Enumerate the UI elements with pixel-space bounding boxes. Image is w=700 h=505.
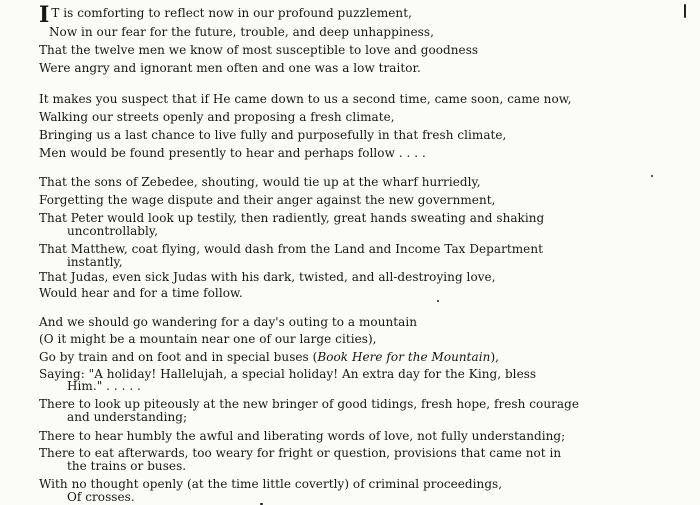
- poem-line: Saying: "A holiday! Hallelujah, a special holiday! An extra day for the King, bless: [39, 367, 537, 381]
- poem-line-text: Go by train and on foot and in special buses (: [39, 350, 318, 364]
- poem-line-italic: Book Here for the Mountain: [317, 350, 491, 364]
- poem-line: There to eat afterwards, too weary for fright or question, provisions that came not in: [39, 446, 562, 460]
- poem-line: There to look up piteously at the new bringer of good tidings, fresh hope, fresh courage: [39, 397, 579, 411]
- poem-line: [39, 350, 499, 364]
- poem-line: That Matthew, coat flying, would dash from the Land and Income Tax Department: [39, 242, 543, 256]
- poem-line: Now in our fear for the future, trouble, and deep unhappiness,: [49, 25, 434, 39]
- poem-line: It makes you suspect that if He came down to us a second time, came soon, came now,: [39, 92, 572, 106]
- poem-line-continuation: the trains or buses.: [67, 459, 187, 473]
- poem-line: Were angry and ignorant men often and one was a low traitor.: [39, 61, 421, 75]
- scan-mark: [684, 4, 686, 18]
- scan-speck: [651, 175, 653, 177]
- poem-line: Would hear and for a time follow.: [39, 286, 243, 300]
- poem-line: Forgetting the wage dispute and their anger against the new government,: [39, 193, 496, 207]
- poem-line: [39, 2, 412, 28]
- poem-line-continuation: uncontrollably,: [67, 224, 159, 238]
- poem-line-text: ),: [490, 350, 500, 364]
- poem-line: Bringing us a last chance to live fully and purposefully in that fresh climate,: [39, 128, 507, 142]
- poem-line: There to hear humbly the awful and liberating words of love, not fully understanding;: [39, 429, 566, 443]
- poem-line: That Peter would look up testily, then radiently, great hands sweating and shaking: [39, 211, 545, 225]
- poem-line-continuation: and understanding;: [67, 410, 188, 424]
- poem-line: And we should go wandering for a day's outing to a mountain: [39, 315, 418, 329]
- poem-line: Walking our streets openly and proposing a fresh climate,: [39, 110, 395, 124]
- poem-line-continuation: Him." . . . . .: [67, 379, 141, 393]
- poem-line: That Judas, even sick Judas with his dark, twisted, and all-destroying love,: [39, 270, 496, 284]
- poem-line: With no thought openly (at the time little covertly) of criminal proceedings,: [39, 477, 503, 491]
- poem-line-text: T is comforting to reflect now in our profound puzzlement,: [51, 6, 412, 20]
- poem-line: That the sons of Zebedee, shouting, would tie up at the wharf hurriedly,: [39, 175, 481, 189]
- poem-line-continuation: instantly,: [67, 255, 123, 269]
- scan-speck: [437, 300, 439, 302]
- poem-line: That the twelve men we know of most susceptible to love and goodness: [39, 43, 479, 57]
- poem-line: Men would be found presently to hear and perhaps follow . . . .: [39, 146, 426, 160]
- poem-line-continuation: Of crosses.: [67, 490, 135, 504]
- poem-line: (O it might be a mountain near one of our large cities),: [39, 332, 377, 346]
- drop-cap: I: [39, 2, 50, 28]
